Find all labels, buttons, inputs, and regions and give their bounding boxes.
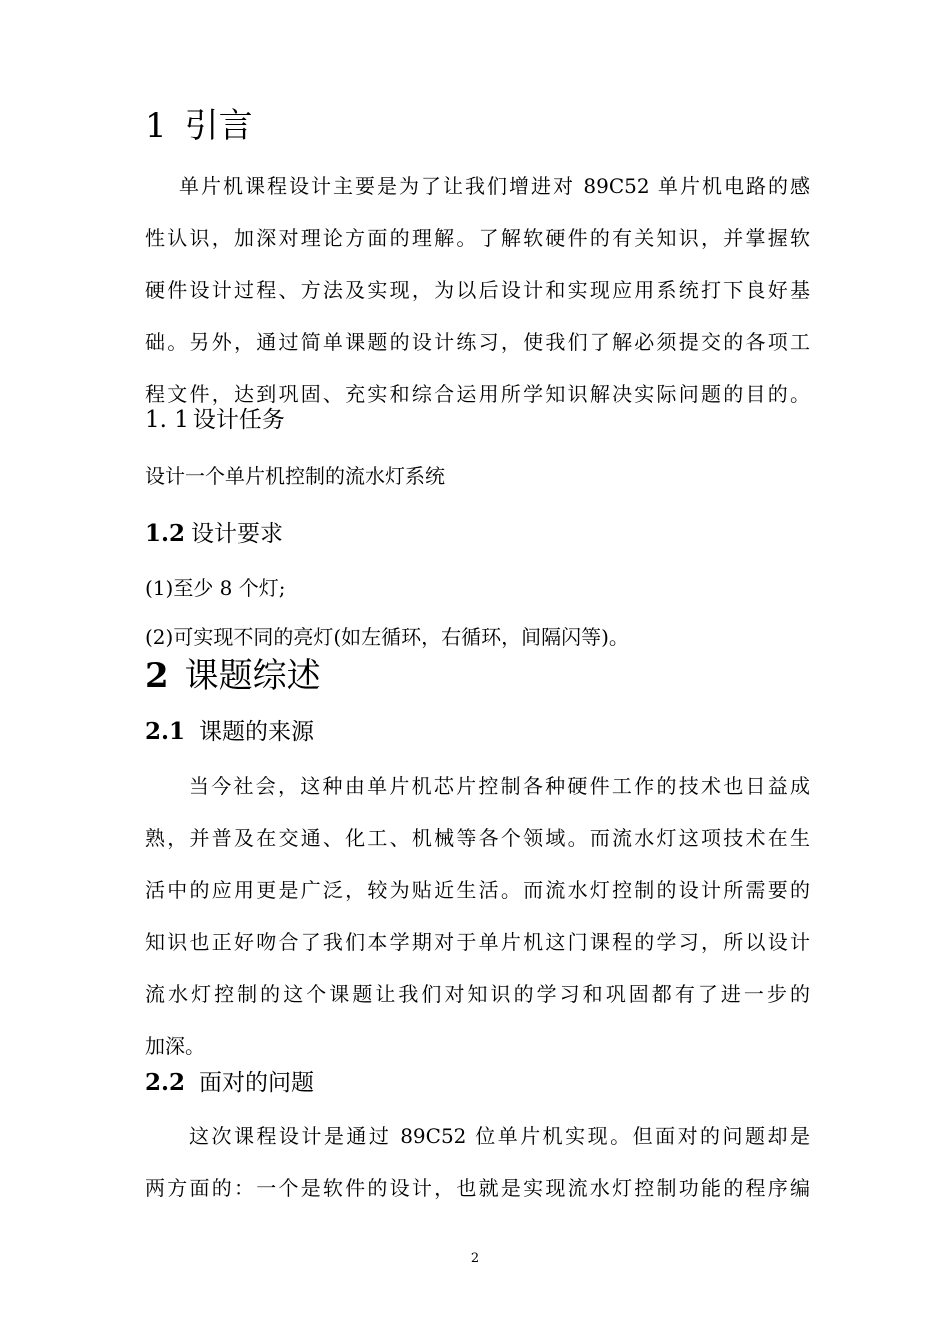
- requirement-item-1: (1)至少 8 个灯;: [145, 576, 286, 600]
- paragraph-line: 当今社会，这种由单片机芯片控制各种硬件工作的技术也日益成: [189, 774, 810, 798]
- paragraph-line: 硬件设计过程、方法及实现，为以后设计和实现应用系统打下良好基: [145, 278, 810, 302]
- heading-number: 1: [145, 106, 167, 146]
- heading-number: 1.2: [145, 520, 186, 547]
- requirement-item-2: (2)可实现不同的亮灯(如左循环，右循环，间隔闪等)。: [145, 625, 629, 649]
- heading-number: 2: [145, 656, 169, 696]
- paragraph-line: 加深。: [145, 1034, 205, 1058]
- heading-number: 2.1: [145, 718, 186, 745]
- heading-number: 1. 1: [145, 407, 189, 433]
- paragraph-topic-source: [145, 760, 810, 1072]
- heading-section-1: [145, 106, 810, 146]
- heading-title: 课题综述: [184, 656, 321, 696]
- paragraph-line: 性认识，加深对理论方面的理解。了解软硬件的有关知识，并掌握软: [145, 226, 810, 250]
- paragraph-line: 础。另外，通过简单课题的设计练习，使我们了解必须提交的各项工: [145, 330, 810, 354]
- design-task-text: 设计一个单片机控制的流水灯系统: [145, 464, 445, 488]
- paragraph-line: 这次课程设计是通过 89C52 位单片机实现。但面对的问题却是: [189, 1124, 810, 1148]
- heading-title: 课题的来源: [199, 719, 315, 745]
- page-number: 2: [470, 1251, 480, 1266]
- paragraph-line: 熟，并普及在交通、化工、机械等各个领域。而流水灯这项技术在生: [145, 826, 810, 850]
- heading-title: 引言: [184, 106, 253, 146]
- paragraph-line: 流水灯控制的这个课题让我们对知识的学习和巩固都有了进一步的: [145, 982, 810, 1006]
- heading-title: 设计要求: [191, 521, 284, 547]
- paragraph-problems: [145, 1110, 810, 1214]
- heading-title: 设计任务: [192, 407, 285, 433]
- heading-section-1-1: [145, 405, 810, 435]
- paragraph-introduction: [145, 160, 810, 420]
- paragraph-line: 程文件，达到巩固、充实和综合运用所学知识解决实际问题的目的。: [145, 382, 810, 406]
- heading-number: 2.2: [145, 1069, 186, 1096]
- paragraph-line: 两方面的：一个是软件的设计，也就是实现流水灯控制功能的程序编: [145, 1176, 810, 1200]
- heading-title: 面对的问题: [199, 1070, 315, 1096]
- heading-section-1-2: [145, 519, 810, 549]
- paragraph-line: 知识也正好吻合了我们本学期对于单片机这门课程的学习，所以设计: [145, 930, 810, 954]
- heading-section-2: [145, 656, 810, 696]
- paragraph-line: 单片机课程设计主要是为了让我们增进对 89C52 单片机电路的感: [179, 174, 810, 198]
- heading-section-2-1: [145, 717, 810, 747]
- paragraph-line: 活中的应用更是广泛，较为贴近生活。而流水灯控制的设计所需要的: [145, 878, 810, 902]
- heading-section-2-2: [145, 1068, 810, 1098]
